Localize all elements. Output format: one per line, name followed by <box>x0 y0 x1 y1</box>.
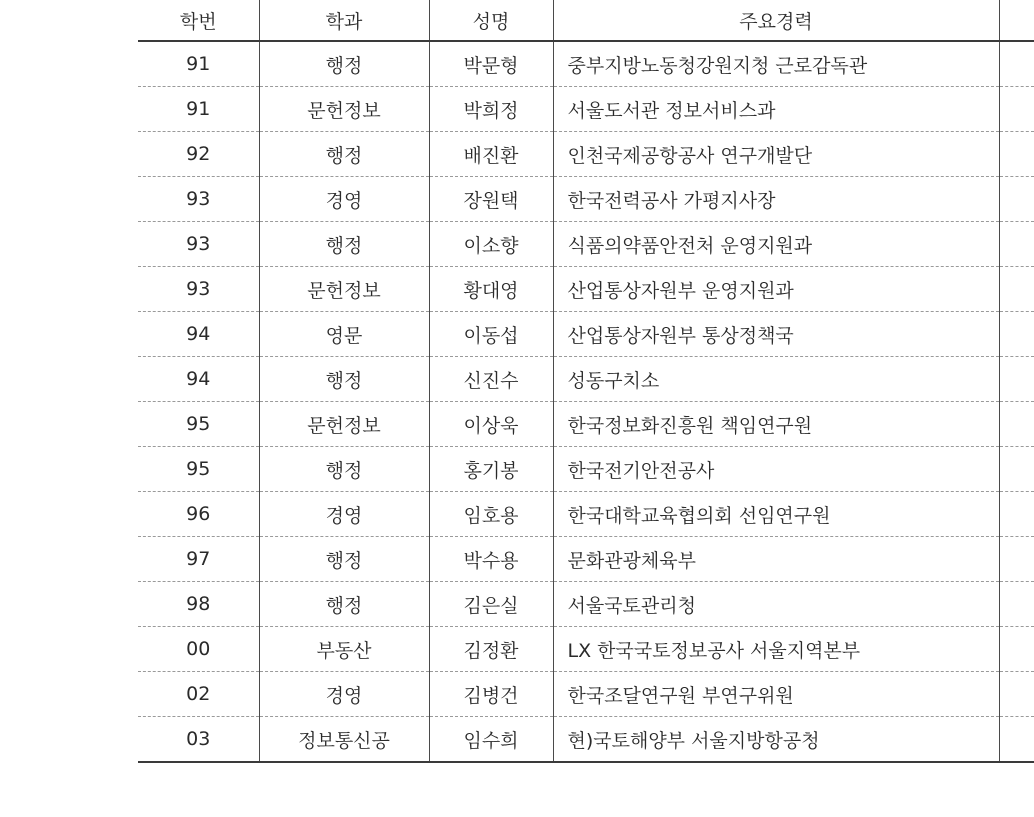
header-student-year: 학번 <box>138 0 259 41</box>
cell-student-year: 93 <box>138 222 259 267</box>
cell-career: 문화관광체육부 <box>553 537 999 582</box>
cell-department: 문헌정보 <box>259 267 429 312</box>
cell-name: 김은실 <box>429 582 553 627</box>
cell-student-year: 91 <box>138 41 259 87</box>
cell-student-year: 94 <box>138 312 259 357</box>
cell-student-year: 95 <box>138 402 259 447</box>
cell-name: 임수희 <box>429 717 553 763</box>
cell-career: 한국전기안전공사 <box>553 447 999 492</box>
cell-career: 현)국토해양부 서울지방항공청 <box>553 717 999 763</box>
table-row <box>138 537 1034 582</box>
cell-department: 문헌정보 <box>259 402 429 447</box>
cell-name: 김병건 <box>429 672 553 717</box>
cell-name: 배진환 <box>429 132 553 177</box>
cell-department: 정보통신공 <box>259 717 429 763</box>
cell-department: 행정 <box>259 132 429 177</box>
cell-department: 경영 <box>259 177 429 222</box>
cell-career: 한국조달연구원 부연구위원 <box>553 672 999 717</box>
cell-career: 서울도서관 정보서비스과 <box>553 87 999 132</box>
cell-career: 식품의약품안전처 운영지원과 <box>553 222 999 267</box>
cell-extra-column <box>999 132 1034 177</box>
cell-department: 부동산 <box>259 627 429 672</box>
cell-student-year: 02 <box>138 672 259 717</box>
cell-career: 산업통상자원부 운영지원과 <box>553 267 999 312</box>
table-row <box>138 222 1034 267</box>
header-career: 주요경력 <box>553 0 999 41</box>
cell-department: 행정 <box>259 222 429 267</box>
table-row <box>138 132 1034 177</box>
cell-extra-column <box>999 267 1034 312</box>
table-row <box>138 402 1034 447</box>
cell-student-year: 98 <box>138 582 259 627</box>
cell-name: 장원택 <box>429 177 553 222</box>
table-row <box>138 41 1034 87</box>
cell-extra-column <box>999 672 1034 717</box>
cell-student-year: 94 <box>138 357 259 402</box>
cell-career: LX 한국국토정보공사 서울지역본부 <box>553 627 999 672</box>
header-name: 성명 <box>429 0 553 41</box>
cell-name: 이소향 <box>429 222 553 267</box>
cell-career: 한국대학교육협의회 선임연구원 <box>553 492 999 537</box>
cell-name: 홍기봉 <box>429 447 553 492</box>
cell-name: 황대영 <box>429 267 553 312</box>
cell-extra-column <box>999 312 1034 357</box>
cell-extra-column <box>999 627 1034 672</box>
cell-extra-column <box>999 492 1034 537</box>
table-row <box>138 357 1034 402</box>
cell-extra-column <box>999 447 1034 492</box>
cell-student-year: 93 <box>138 177 259 222</box>
table-row <box>138 87 1034 132</box>
table-row <box>138 717 1034 763</box>
cell-extra-column <box>999 537 1034 582</box>
cell-career: 중부지방노동청강원지청 근로감독관 <box>553 41 999 87</box>
cell-name: 이상욱 <box>429 402 553 447</box>
cell-student-year: 03 <box>138 717 259 763</box>
cell-extra-column <box>999 41 1034 87</box>
cell-department: 경영 <box>259 492 429 537</box>
cell-department: 문헌정보 <box>259 87 429 132</box>
cell-career: 인천국제공항공사 연구개발단 <box>553 132 999 177</box>
table-row <box>138 492 1034 537</box>
header-department: 학과 <box>259 0 429 41</box>
cell-name: 김정환 <box>429 627 553 672</box>
table-row <box>138 177 1034 222</box>
cell-name: 박문형 <box>429 41 553 87</box>
alumni-table-page <box>138 0 1034 763</box>
table-row <box>138 447 1034 492</box>
cell-department: 행정 <box>259 357 429 402</box>
table-row <box>138 627 1034 672</box>
cell-student-year: 96 <box>138 492 259 537</box>
cell-name: 박희정 <box>429 87 553 132</box>
cell-career: 한국정보화진흥원 책임연구원 <box>553 402 999 447</box>
table-header-row <box>138 0 1034 41</box>
cell-career: 서울국토관리청 <box>553 582 999 627</box>
cell-department: 행정 <box>259 582 429 627</box>
cell-department: 영문 <box>259 312 429 357</box>
cell-department: 행정 <box>259 41 429 87</box>
cell-student-year: 92 <box>138 132 259 177</box>
cell-department: 경영 <box>259 672 429 717</box>
cell-name: 임호용 <box>429 492 553 537</box>
cell-student-year: 93 <box>138 267 259 312</box>
cell-extra-column <box>999 87 1034 132</box>
cell-department: 행정 <box>259 447 429 492</box>
cell-career: 한국전력공사 가평지사장 <box>553 177 999 222</box>
table-row <box>138 267 1034 312</box>
cell-extra-column <box>999 222 1034 267</box>
cell-student-year: 00 <box>138 627 259 672</box>
cell-student-year: 91 <box>138 87 259 132</box>
table-row <box>138 672 1034 717</box>
header-extra-column <box>999 0 1034 41</box>
alumni-career-table <box>138 0 1034 763</box>
cell-extra-column <box>999 402 1034 447</box>
cell-career: 성동구치소 <box>553 357 999 402</box>
cell-extra-column <box>999 717 1034 763</box>
cell-name: 신진수 <box>429 357 553 402</box>
cell-department: 행정 <box>259 537 429 582</box>
cell-extra-column <box>999 582 1034 627</box>
cell-career: 산업통상자원부 통상정책국 <box>553 312 999 357</box>
cell-extra-column <box>999 177 1034 222</box>
cell-name: 이동섭 <box>429 312 553 357</box>
cell-student-year: 95 <box>138 447 259 492</box>
table-row <box>138 582 1034 627</box>
cell-name: 박수용 <box>429 537 553 582</box>
cell-extra-column <box>999 357 1034 402</box>
cell-student-year: 97 <box>138 537 259 582</box>
table-row <box>138 312 1034 357</box>
